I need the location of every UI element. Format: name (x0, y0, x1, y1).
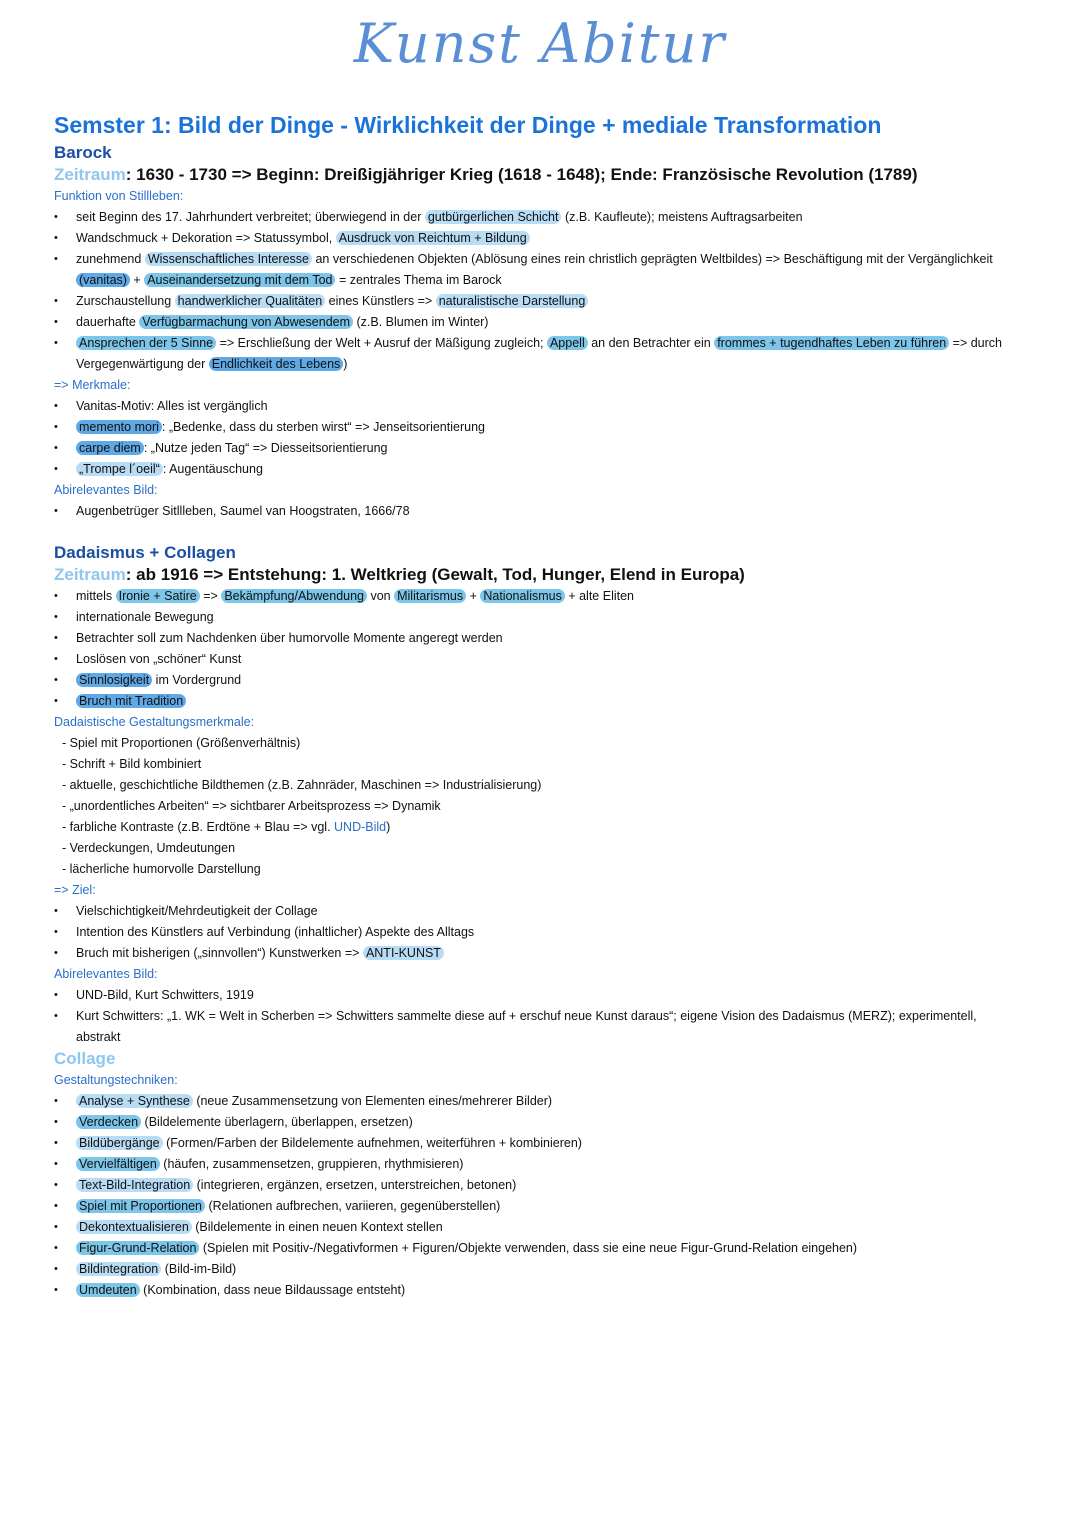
highlight: Endlichkeit des Lebens (209, 357, 344, 371)
content (54, 108, 1044, 1301)
highlight: Verdecken (76, 1115, 141, 1129)
list-item: - Verdeckungen, Umdeutungen (62, 841, 236, 855)
highlight: Appell (547, 336, 588, 350)
list-item: - aktuelle, geschichtliche Bildthemen (z.B. Zahnräder, Maschinen => Industrialisierung) (62, 778, 542, 792)
list-item: • Ansprechen der 5 Sinne => Erschließung der Welt + Ausruf der Mäßigung zugleich; Appell an den Betrachter ein frommes + tugendhaftes Leben zu führen => durch Vergegenwärtigung der Endlichkeit des Lebens ) (54, 333, 1044, 375)
dada-list (54, 586, 1044, 712)
zeitraum-text: : 1630 - 1730 => Beginn: Dreißigjähriger Krieg (1618 - 1648); Ende: Französische Revolution (1789) (125, 165, 918, 184)
list-item: - Schrift + Bild kombiniert (62, 757, 202, 771)
highlight: ANTI-KUNST (363, 946, 444, 960)
und-bild-link: UND-Bild (334, 820, 387, 834)
list-item: • Bruch mit bisherigen („sinnvollen“) Kunstwerken => ANTI-KUNST (54, 943, 1044, 964)
merkmale-list (54, 396, 1044, 480)
highlight: Bruch mit Tradition (76, 694, 186, 708)
list-item: • Sinnlosigkeit im Vordergrund (54, 670, 1044, 691)
list-item: • dauerhafte Verfügbarmachung von Abwesendem (z.B. Blumen im Winter) (54, 312, 1044, 333)
list-item: • zunehmend Wissenschaftliches Interesse an verschiedenen Objekten (Ablösung eines rein christlich geprägten Weltbildes) => Beschäftigung mit der Vergänglichkeit (vanitas) + Auseinandersetzung mit dem Tod = zentrales Thema im Barock (54, 249, 1044, 291)
highlight: frommes + tugendhaftes Leben zu führen (714, 336, 949, 350)
highlight: (vanitas) (76, 273, 130, 287)
highlight: Bildübergänge (76, 1136, 163, 1150)
list-item: • Figur-Grund-Relation (Spielen mit Positiv-/Negativformen + Figuren/Objekte verwenden, dass sie eine neue Figur-Grund-Relation eingehen) (54, 1238, 1044, 1259)
abi-label: Abirelevantes Bild: (54, 967, 158, 981)
highlight: Bildintegration (76, 1262, 161, 1276)
highlight: Sinnlosigkeit (76, 673, 152, 687)
abi-list (54, 985, 1044, 1048)
list-item: • „Trompe l´oeil“ : Augentäuschung (54, 459, 1044, 480)
main-heading: Semster 1: Bild der Dinge - Wirklichkeit der Dinge + mediale Transformation (54, 112, 882, 138)
list-item: • Analyse + Synthese (neue Zusammensetzung von Elementen eines/mehrerer Bilder) (54, 1091, 1044, 1112)
list-item: • Intention des Künstlers auf Verbindung (inhaltlicher) Aspekte des Alltags (54, 922, 1044, 943)
merkmale-label: => Merkmale: (54, 378, 131, 392)
list-item: - farbliche Kontraste (z.B. Erdtöne + Blau => vgl. UND-Bild) (62, 820, 391, 834)
highlight: Nationalismus (480, 589, 565, 603)
highlight: Auseinandersetzung mit dem Tod (144, 273, 335, 287)
list-item: • Dekontextualisieren (Bildelemente in einen neuen Kontext stellen (54, 1217, 1044, 1238)
highlight: Analyse + Synthese (76, 1094, 193, 1108)
list-item: • seit Beginn des 17. Jahrhundert verbreitet; überwiegend in der gutbürgerlichen Schicht (z.B. Kaufleute); meistens Auftragsarbeiten (54, 207, 1044, 228)
list-item: • Loslösen von „schöner“ Kunst (54, 649, 1044, 670)
gestaltung-label: Dadaistische Gestaltungsmerkmale: (54, 715, 255, 729)
list-item: • Spiel mit Proportionen (Relationen aufbrechen, variieren, gegenüberstellen) (54, 1196, 1044, 1217)
highlight: Verfügbarmachung von Abwesendem (139, 315, 353, 329)
list-item: • mittels Ironie + Satire => Bekämpfung/Abwendung von Militarismus + Nationalismus + alte Eliten (54, 586, 1044, 607)
list-item (54, 691, 1044, 712)
funktion-list (54, 207, 1044, 375)
zeitraum-label: Zeitraum (54, 165, 126, 184)
abi-label: Abirelevantes Bild: (54, 483, 158, 497)
ziel-list (54, 901, 1044, 964)
list-item: - Spiel mit Proportionen (Größenverhältnis) (62, 736, 301, 750)
list-item: • Vervielfältigen (häufen, zusammensetzen, gruppieren, rhythmisieren) (54, 1154, 1044, 1175)
list-item: • memento mori : „Bedenke, dass du sterben wirst“ => Jenseitsorientierung (54, 417, 1044, 438)
list-item: • carpe diem : „Nutze jeden Tag“ => Diesseitsorientierung (54, 438, 1044, 459)
list-item: • Text-Bild-Integration (integrieren, ergänzen, ersetzen, unterstreichen, betonen) (54, 1175, 1044, 1196)
highlight: Figur-Grund-Relation (76, 1241, 199, 1255)
list-item: - „unordentliches Arbeiten“ => sichtbarer Arbeitsprozess => Dynamik (62, 799, 441, 813)
highlight: Ausdruck von Reichtum + Bildung (336, 231, 530, 245)
highlight: Ansprechen der 5 Sinne (76, 336, 216, 350)
list-item: • Augenbetrüger Sitllleben, Saumel van Hoogstraten, 1666/78 (54, 501, 1044, 522)
highlight: Wissenschaftliches Interesse (145, 252, 312, 266)
highlight: memento mori (76, 420, 162, 434)
highlight: handwerklicher Qualitäten (175, 294, 326, 308)
highlight: gutbürgerlichen Schicht (425, 210, 562, 224)
list-item: • Kurt Schwitters: „1. WK = Welt in Scherben => Schwitters sammelte diese auf + erschuf neue Kunst daraus“; eigene Vision des Dadaismus (MERZ); experimentell, abstrakt (54, 1006, 1044, 1048)
highlight: Militarismus (394, 589, 466, 603)
collage-list (54, 1091, 1044, 1301)
highlight: Ironie + Satire (116, 589, 200, 603)
list-item: • Vanitas-Motiv: Alles ist vergänglich (54, 396, 1044, 417)
highlight: Dekontextualisieren (76, 1220, 192, 1234)
list-item: • internationale Bewegung (54, 607, 1044, 628)
funktion-label: Funktion von Stillleben: (54, 189, 184, 203)
list-item: • Bildübergänge (Formen/Farben der Bildelemente aufnehmen, weiterführen + kombinieren) (54, 1133, 1044, 1154)
barock-title: Barock (54, 143, 112, 162)
list-item: • Zurschaustellung handwerklicher Qualitäten eines Künstlers => naturalistische Darstellung (54, 291, 1044, 312)
dada-zeitraum (54, 564, 1044, 586)
ziel-label: => Ziel: (54, 883, 96, 897)
highlight: Bekämpfung/Abwendung (221, 589, 367, 603)
list-item: • Betrachter soll zum Nachdenken über humorvolle Momente angeregt werden (54, 628, 1044, 649)
techniken-label: Gestaltungstechniken: (54, 1073, 178, 1087)
highlight: carpe diem (76, 441, 144, 455)
list-item: • Bildintegration (Bild-im-Bild) (54, 1259, 1044, 1280)
highlight: Vervielfältigen (76, 1157, 160, 1171)
zeitraum-label: Zeitraum (54, 565, 126, 584)
page-title: Kunst Abitur (353, 12, 727, 75)
dada-title: Dadaismus + Collagen (54, 543, 236, 562)
list-item: • Umdeuten (Kombination, dass neue Bildaussage entsteht) (54, 1280, 1044, 1301)
highlight: Umdeuten (76, 1283, 140, 1297)
list-item: • Vielschichtigkeit/Mehrdeutigkeit der Collage (54, 901, 1044, 922)
list-item: • UND-Bild, Kurt Schwitters, 1919 (54, 985, 1044, 1006)
collage-title: Collage (54, 1049, 116, 1068)
highlight: Spiel mit Proportionen (76, 1199, 205, 1213)
list-item: - lächerliche humorvolle Darstellung (62, 862, 261, 876)
barock-zeitraum (54, 164, 1044, 186)
list-item: • Verdecken (Bildelemente überlagern, überlappen, ersetzen) (54, 1112, 1044, 1133)
list-item: • Wandschmuck + Dekoration => Statussymbol, Ausdruck von Reichtum + Bildung (54, 228, 1044, 249)
zeitraum-text: : ab 1916 => Entstehung: 1. Weltkrieg (Gewalt, Tod, Hunger, Elend in Europa) (125, 565, 745, 584)
highlight: „Trompe l´oeil“ (76, 462, 163, 476)
abi-list (54, 501, 1044, 522)
highlight: naturalistische Darstellung (436, 294, 589, 308)
highlight: Text-Bild-Integration (76, 1178, 193, 1192)
